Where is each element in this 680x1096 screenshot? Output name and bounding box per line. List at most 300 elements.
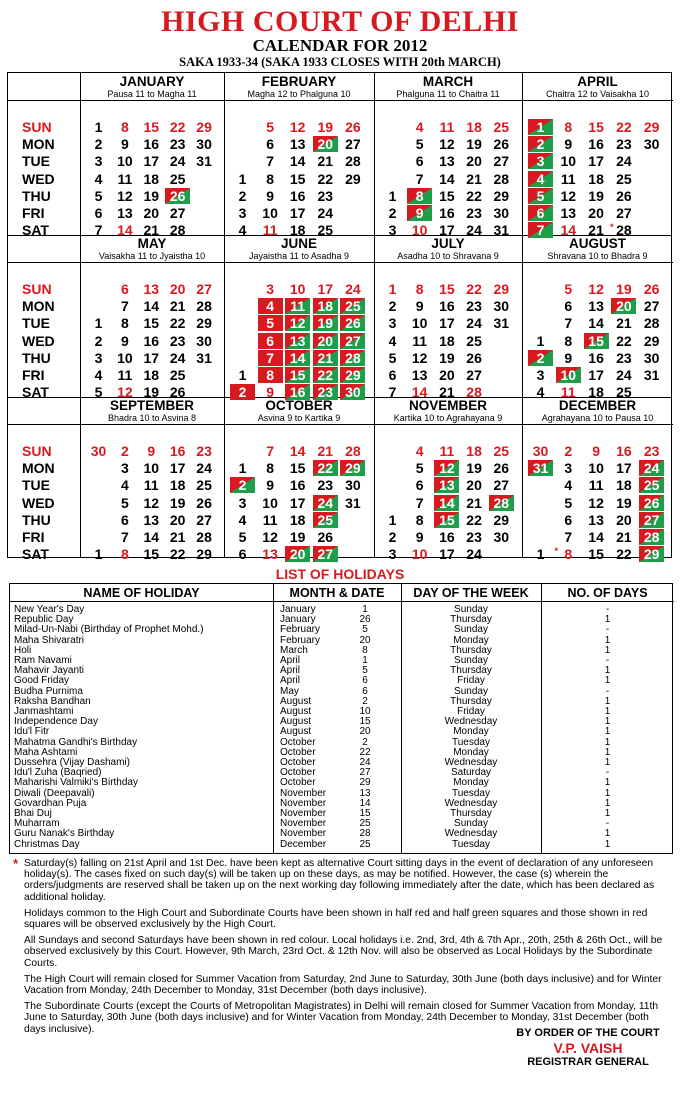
date-cell: 18 (439, 332, 455, 349)
holiday-day: Monday (453, 746, 489, 758)
holiday-count: 1 (604, 797, 611, 809)
date-cell: 21 (616, 315, 632, 332)
date-cell: 3 (388, 315, 397, 332)
date-cell: 3 (238, 494, 247, 511)
date-cell: 15 (289, 170, 306, 187)
date-cell: 22 (616, 332, 632, 349)
month-name: JULY (431, 236, 465, 251)
holiday-count: 1 (604, 695, 611, 707)
holiday-month: December (280, 838, 327, 850)
date-cell: 19 (439, 349, 455, 366)
date-cell: 19 (588, 187, 604, 204)
holiday-name: Republic Day (14, 614, 74, 626)
holiday-date: 14 (359, 797, 371, 809)
date-cell: 9 (120, 332, 129, 349)
date-cell: 23 (643, 443, 660, 459)
date-cell: 23 (317, 187, 334, 204)
date-cell: 3 (528, 153, 553, 169)
date-cell: 30 (493, 205, 510, 221)
date-cell: 19 (466, 460, 482, 477)
date-cell: 22 (169, 546, 186, 563)
date-cell: 11 (588, 477, 604, 494)
date-cell: 12 (262, 529, 278, 545)
date-cell: 4 (258, 298, 283, 314)
holiday-name: Raksha Bandhan (14, 695, 91, 707)
month-header (522, 235, 673, 263)
date-cell: 12 (560, 187, 577, 204)
date-cell: 3 (238, 205, 247, 221)
holiday-day: Sunday (454, 685, 488, 697)
date-cell: 6 (258, 333, 283, 349)
date-cell: 15 (143, 119, 160, 135)
date-cell: 17 (588, 153, 604, 170)
date-cell: 24 (466, 222, 482, 239)
holiday-day: Monday (453, 634, 489, 646)
date-cell: 22 (317, 170, 334, 187)
day-label: TUE (22, 153, 50, 170)
date-cell: 26 (493, 136, 510, 153)
col-header-name: NAME OF HOLIDAY (10, 584, 273, 602)
date-cell: 17 (439, 546, 455, 563)
date-cell: 12 (285, 315, 310, 331)
month-saka-range: Vaisakha 11 to Jyaistha 10 (98, 251, 206, 261)
date-cell: 13 (143, 281, 160, 297)
date-cell: 13 (117, 205, 133, 221)
date-cell: 11 (262, 222, 278, 239)
holiday-name: Guru Nanak's Birthday (14, 828, 115, 840)
date-cell: 25 (493, 443, 510, 459)
col-divider (273, 584, 274, 853)
date-cell: 10 (117, 153, 133, 170)
note (13, 935, 673, 969)
date-cell: 18 (143, 170, 160, 187)
day-label: SAT (22, 384, 49, 401)
holiday-date: 25 (359, 838, 371, 850)
saka-note: SAKA 1933-34 (SAKA 1933 CLOSES WITH 20th MARCH) (179, 55, 501, 69)
date-cell: 31 (493, 222, 510, 239)
holiday-count: 1 (604, 838, 611, 850)
date-cell: 18 (289, 222, 306, 239)
date-cell: 28 (169, 222, 186, 239)
date-cell: 4 (238, 222, 247, 239)
holiday-day: Monday (453, 726, 489, 738)
month-name: OCTOBER (265, 398, 333, 413)
date-cell: 26 (493, 460, 510, 477)
date-cell: 31 (528, 460, 553, 476)
date-cell: 31 (196, 349, 212, 366)
date-cell: 25 (616, 384, 632, 401)
date-cell: 16 (588, 349, 604, 366)
date-cell: 6 (564, 511, 573, 528)
holiday-name: Mahavir Jayanti (14, 665, 85, 677)
holiday-name: Janmashtami (14, 706, 74, 717)
date-cell: 16 (143, 332, 160, 349)
holiday-name: Bhai Duj (14, 808, 52, 819)
date-cell: 28 (196, 298, 212, 315)
holiday-day: Monday (453, 777, 489, 789)
date-cell: 30 (345, 477, 361, 494)
date-cell: 5 (528, 188, 553, 204)
date-cell: 4 (388, 332, 397, 349)
date-cell: 13 (143, 511, 160, 528)
date-cell: 20 (143, 205, 160, 221)
day-label: MON (22, 298, 55, 315)
date-cell: 18 (143, 367, 160, 383)
day-label: SAT (22, 222, 49, 239)
date-cell: 14 (588, 529, 604, 545)
date-cell: 14 (439, 170, 455, 187)
date-cell: 7 (415, 170, 424, 187)
date-cell: 21 (317, 153, 334, 170)
date-cell: 2 (120, 443, 129, 459)
date-cell: 19 (289, 529, 306, 545)
date-cell: 11 (439, 443, 455, 459)
date-cell: 2 (94, 136, 103, 153)
date-cell: 10 (588, 460, 604, 477)
date-cell: 14 (143, 298, 160, 315)
holiday-name: Maha Shivaratri (14, 634, 85, 646)
date-cell: 29 (639, 546, 664, 562)
date-cell: 1 (388, 281, 397, 297)
holiday-month: January (280, 604, 316, 615)
date-cell: 27 (643, 298, 660, 315)
holiday-day: Friday (457, 706, 485, 717)
date-cell: 14 (560, 222, 577, 239)
date-cell: 19 (317, 119, 334, 135)
date-cell: 14 (289, 443, 306, 459)
notes-section (13, 858, 673, 1040)
date-cell: 25 (340, 298, 365, 314)
day-label: FRI (22, 529, 45, 545)
note-text: Saturday(s) falling on 21st April and 1st Dec. have been kept as alternative Court sitting days in the event of declaration of any unforeseen holiday(s). The cases fixed on such day(s) will be taken up on these days, as may be notified. However, the case (s) wherein the orders/judgments are reserved shall be taken up on the next working day following immediately after the date, which has been declared as additional holiday. (24, 858, 655, 903)
date-cell: 11 (262, 511, 278, 528)
month-february (224, 73, 374, 239)
date-cell: 27 (345, 136, 361, 153)
holiday-day: Sunday (454, 655, 488, 666)
date-cell: 10 (262, 205, 278, 221)
date-cell: 3 (564, 460, 573, 477)
holiday-count: 1 (604, 716, 611, 728)
holiday-name: Dussehra (Vijay Dashami) (14, 757, 130, 768)
date-cell: 13 (262, 546, 278, 563)
date-cell: 28 (345, 153, 361, 170)
date-cell: 24 (466, 315, 482, 332)
date-cell: 19 (143, 384, 160, 401)
date-cell: 27 (639, 512, 664, 528)
date-cell: 28 (639, 529, 664, 545)
date-cell: 23 (169, 136, 186, 153)
month-name: AUGUST (569, 236, 626, 251)
date-cell: 22 (466, 511, 482, 528)
date-cell: 20 (285, 546, 310, 562)
date-cell: 3 (388, 546, 397, 563)
holiday-count: 1 (604, 706, 611, 717)
holiday-date: 6 (362, 675, 368, 687)
date-cell: 21 (616, 529, 632, 545)
date-cell: 10 (411, 315, 428, 332)
date-cell: 18 (588, 384, 604, 401)
date-cell: 25 (313, 512, 338, 528)
holiday-count: - (605, 685, 610, 697)
col-header-day: DAY OF THE WEEK (401, 584, 541, 602)
date-cell: 13 (285, 333, 310, 349)
holiday-date: 20 (359, 726, 371, 738)
holiday-name: Maha Ashtami (14, 746, 78, 758)
date-cell: 18 (289, 511, 306, 528)
holiday-day: Tuesday (452, 736, 490, 748)
date-cell: 8 (564, 546, 573, 563)
date-cell: 25 (169, 170, 186, 187)
date-cell: 14 (588, 315, 604, 332)
date-cell: 20 (611, 298, 636, 314)
holiday-date: 24 (359, 757, 371, 768)
date-cell: 6 (564, 298, 573, 315)
holiday-count: 1 (604, 787, 611, 799)
date-cell: 15 (289, 460, 306, 477)
date-cell: 8 (407, 188, 432, 204)
date-cell: 27 (616, 205, 632, 221)
day-label: SUN (22, 119, 52, 135)
holiday-day: Wednesday (444, 716, 498, 728)
date-cell: 24 (639, 460, 664, 476)
date-cell: 11 (117, 170, 133, 187)
date-cell: 25 (616, 170, 632, 187)
date-cell: 11 (117, 367, 133, 383)
date-cell: 23 (616, 349, 632, 366)
date-cell: 16 (169, 443, 186, 459)
holiday-date: 22 (359, 746, 371, 758)
date-cell: 1 * (528, 546, 553, 562)
day-label: THU (22, 511, 51, 528)
date-cell: 29 (345, 170, 361, 187)
date-cell: 30 (532, 443, 549, 459)
holiday-day: Thursday (450, 695, 492, 707)
date-cell: 23 (466, 298, 482, 315)
date-cell: 25 (196, 477, 212, 494)
date-cell: 1 (238, 460, 247, 477)
date-cell: 23 (317, 477, 334, 494)
date-cell: 2 (230, 477, 255, 493)
day-label: THU (22, 349, 51, 366)
holiday-count: 1 (604, 675, 611, 687)
date-cell: 30 (196, 332, 212, 349)
holiday-count: 1 (604, 665, 611, 677)
date-cell: 15 (439, 281, 455, 297)
date-cell: 1 (536, 332, 545, 349)
day-label: SUN (22, 281, 52, 297)
holiday-name: Milad-Un-Nabi (Birthday of Prophet Mohd.) (14, 624, 204, 636)
date-cell: 8 (266, 460, 274, 477)
day-label: FRI (22, 205, 45, 221)
date-cell: 21 (439, 384, 455, 401)
date-cell: 2 (388, 205, 397, 221)
date-cell: 17 (616, 460, 632, 477)
date-cell: 28 (616, 222, 632, 239)
date-cell: 16 (439, 529, 455, 545)
month-name: MARCH (422, 74, 474, 89)
holiday-name: Ram Navami (14, 655, 72, 666)
date-cell: 22 (616, 119, 632, 135)
date-cell: 11 (439, 119, 455, 135)
month-saka-range: Phalguna 11 to Chaitra 11 (396, 89, 500, 99)
holiday-date: 8 (362, 644, 368, 656)
date-cell: 24 (313, 495, 338, 511)
date-cell: 11 (143, 477, 159, 494)
date-cell: 1 (238, 367, 247, 383)
date-cell: 8 (120, 315, 129, 332)
date-cell: 30 (340, 384, 365, 400)
date-cell: 30 (196, 136, 212, 153)
date-cell: 15 (588, 546, 604, 563)
date-cell: 4 (94, 367, 103, 383)
date-cell: 26 (466, 349, 482, 366)
date-cell: 7 (266, 153, 274, 170)
date-cell: 26 (340, 315, 365, 331)
date-cell: 16 (588, 136, 604, 153)
date-cell: 22 (169, 315, 186, 332)
date-cell: 2 (528, 136, 553, 152)
date-cell: 31 (643, 367, 660, 383)
month-saka-range: Shravana 10 to Bhadra 9 (547, 251, 648, 261)
date-cell: 24 (196, 460, 212, 477)
holiday-date: 28 (359, 828, 371, 840)
date-cell: 27 (493, 153, 510, 170)
holiday-name: Independence Day (14, 716, 98, 728)
holiday-count: 1 (604, 634, 611, 646)
holiday-month: October (280, 777, 316, 789)
date-cell: 9 (564, 136, 573, 153)
date-cell: 19 (169, 494, 186, 511)
date-cell: 8 (415, 511, 424, 528)
date-cell: 15 (143, 546, 160, 563)
date-cell: 9 (120, 136, 129, 153)
date-cell: 20 (466, 153, 482, 170)
date-cell: 16 (289, 187, 306, 204)
day-label: FRI (22, 367, 45, 383)
date-cell: 10 (411, 546, 428, 563)
asterisk-icon: * (610, 222, 614, 233)
holiday-day: Friday (457, 675, 485, 687)
signatory-title: REGISTRAR GENERAL (527, 1056, 649, 1068)
holiday-name: Good Friday (14, 675, 70, 687)
month-saka-range: Chaitra 12 to Vaisakha 10 (546, 89, 649, 99)
date-cell: 17 (143, 153, 160, 170)
date-cell: 3 (388, 222, 397, 239)
month-saka-range: Asvina 9 to Kartika 9 (257, 413, 341, 423)
date-cell: 3 (94, 153, 103, 170)
holiday-date: 27 (359, 767, 371, 779)
date-cell: 9 (592, 443, 600, 459)
date-cell: 16 (289, 477, 306, 494)
date-cell: 20 (588, 205, 604, 221)
date-cell: 29 (196, 315, 212, 332)
date-cell: 10 (289, 281, 306, 297)
month-saka-range: Jayaistha 11 to Asadha 9 (249, 251, 349, 261)
date-cell: 12 (588, 494, 604, 511)
date-cell: 6 (415, 477, 424, 494)
date-cell: 15 (434, 512, 459, 528)
date-cell: 5 (258, 315, 283, 331)
month-header (224, 397, 374, 425)
holiday-date: 5 (362, 624, 368, 636)
date-cell: 19 (616, 494, 632, 511)
holiday-month: November (280, 828, 327, 840)
date-cell: 30 (643, 136, 660, 153)
holiday-count: 1 (604, 746, 611, 758)
date-cell: 11 (285, 298, 310, 314)
date-cell: 24 (616, 367, 632, 383)
date-cell: 9 (407, 205, 432, 221)
holiday-month: November (280, 808, 327, 819)
date-cell: 17 (317, 281, 334, 297)
order-line: BY ORDER OF THE COURT (516, 1027, 660, 1039)
month-saka-range: Kartika 10 to Agrahayana 9 (393, 413, 503, 423)
date-cell: 12 (117, 187, 133, 204)
day-label: THU (22, 187, 51, 204)
holiday-month: November (280, 787, 327, 799)
date-cell: 28 (340, 350, 365, 366)
date-cell: 15 (285, 367, 310, 383)
note (13, 974, 673, 996)
note (13, 908, 673, 930)
date-cell: 21 (143, 222, 160, 239)
date-cell: 29 (493, 281, 510, 297)
month-name: DECEMBER (558, 398, 637, 413)
date-cell: 5 (388, 349, 397, 366)
date-cell: 7 (120, 529, 129, 545)
date-cell: 21 (169, 298, 186, 315)
day-label: MON (22, 460, 55, 477)
date-cell: 22 (616, 546, 632, 563)
month-july (374, 235, 522, 401)
date-cell: 30 (493, 529, 510, 545)
date-cell: 16 (285, 384, 310, 400)
date-cell: 17 (289, 494, 306, 511)
date-cell: 10 (262, 494, 278, 511)
holiday-count: 1 (604, 757, 611, 768)
date-cell: 25 (493, 119, 510, 135)
month-saka-range: Bhadra 10 to Asvina 8 (107, 413, 197, 423)
date-cell: 19 (313, 315, 338, 331)
date-cell: 18 (466, 119, 482, 135)
date-cell: 13 (411, 367, 428, 383)
note (13, 858, 673, 903)
month-name: SEPTEMBER (109, 398, 194, 413)
date-cell: 12 (289, 119, 306, 135)
date-cell: 21 (169, 529, 186, 545)
date-cell: 2 (230, 384, 255, 400)
date-cell: 29 (643, 332, 660, 349)
date-cell: 29 (196, 546, 212, 563)
date-cell: 6 (120, 281, 129, 297)
date-cell: 6 (388, 367, 397, 383)
date-cell: 8 (564, 332, 573, 349)
holiday-date: 1 (362, 655, 368, 666)
date-cell: 23 (466, 529, 482, 545)
day-label: WED (22, 332, 55, 349)
date-cell: 4 (528, 171, 553, 187)
date-cell: 14 (434, 495, 459, 511)
date-cell: 17 (143, 349, 160, 366)
date-cell: 20 (466, 477, 482, 494)
day-label: SAT (22, 546, 49, 563)
col-header-date: MONTH & DATE (273, 584, 401, 602)
holiday-day: Thursday (450, 808, 492, 819)
date-cell: 24 (317, 205, 334, 221)
date-cell: 15 (439, 187, 455, 204)
date-cell: 26 (169, 384, 186, 401)
date-cell: 10 (143, 460, 160, 477)
